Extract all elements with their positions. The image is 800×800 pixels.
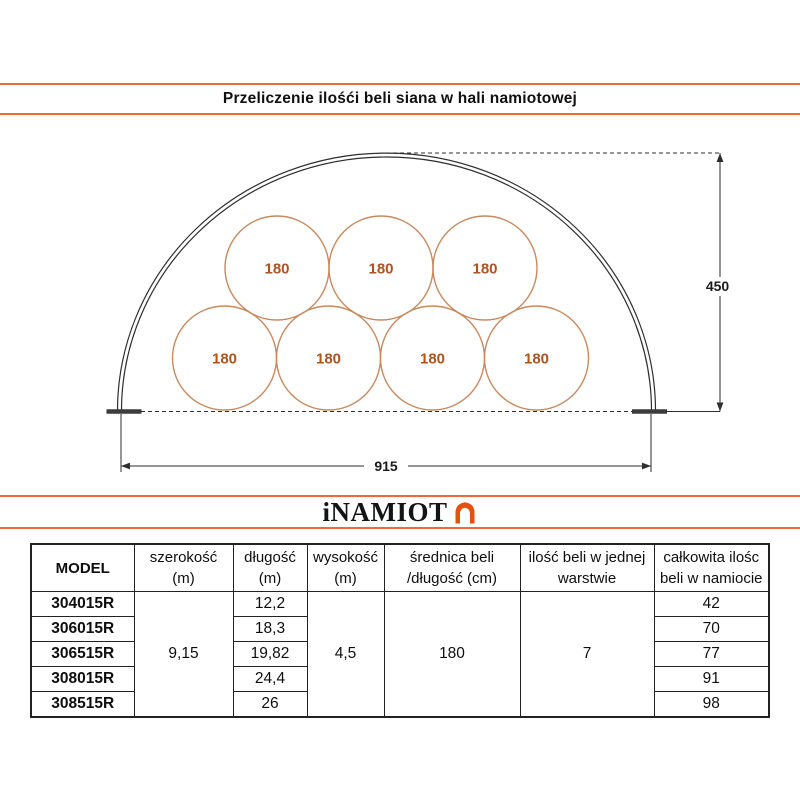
calkowita-cell: 98 [654,692,769,718]
column-header: długość (m) [233,544,307,592]
dlugosc-cell: 26 [233,692,307,718]
dlugosc-cell: 18,3 [233,617,307,642]
width-dimension [121,414,651,475]
dlugosc-cell: 12,2 [233,592,307,617]
spec-table [30,543,770,718]
table-row [31,592,769,617]
title-bar [0,83,800,115]
dlugosc-cell: 19,82 [233,642,307,667]
column-header: całkowita ilośc beli w namiocie [654,544,769,592]
column-header: MODEL [31,544,134,592]
column-header: wysokość (m) [307,544,384,592]
model-cell: 306515R [31,642,134,667]
calkowita-cell: 91 [654,667,769,692]
bale-diameter-label: 180 [523,350,550,368]
wysokosc-merged-cell: 4,5 [307,592,384,718]
dlugosc-cell: 24,4 [233,667,307,692]
model-cell: 304015R [31,592,134,617]
srednica-merged-cell: 180 [384,592,520,718]
hay-bales [173,216,589,410]
model-cell: 308515R [31,692,134,718]
column-header: szerokość (m) [134,544,233,592]
width-dimension-label: 915 [374,458,398,474]
brand-logo-text: iNAMIOT [322,496,448,527]
page-title: Przeliczenie ilośći beli siana w hali namiotowej [222,90,578,107]
szerokosc-merged-cell: 9,15 [134,592,233,718]
table-body [31,592,769,718]
bale-diameter-label: 180 [419,350,446,368]
tent-arch [118,153,656,411]
height-dimension [701,153,735,412]
calkowita-cell: 70 [654,617,769,642]
logo-bar [0,495,800,529]
column-header: ilość beli w jednej warstwie [520,544,654,592]
calkowita-cell: 42 [654,592,769,617]
tent-diagram [0,130,800,495]
model-cell: 306015R [31,617,134,642]
spec-table-wrap [30,543,770,718]
column-header: średnica beli /długość (cm) [384,544,520,592]
bale-diameter-label: 180 [211,350,238,368]
bale-diameter-label: 180 [472,260,498,278]
ilosc-warstwa-merged-cell: 7 [520,592,654,718]
bale-diameter-label: 180 [368,260,394,278]
table-header [31,544,769,592]
bale-diameter-label: 180 [264,260,290,278]
height-dimension-label: 450 [705,278,730,294]
calkowita-cell: 77 [654,642,769,667]
bale-diameter-label: 180 [315,350,342,368]
model-cell: 308015R [31,667,134,692]
tent-arch-icon [452,499,478,525]
